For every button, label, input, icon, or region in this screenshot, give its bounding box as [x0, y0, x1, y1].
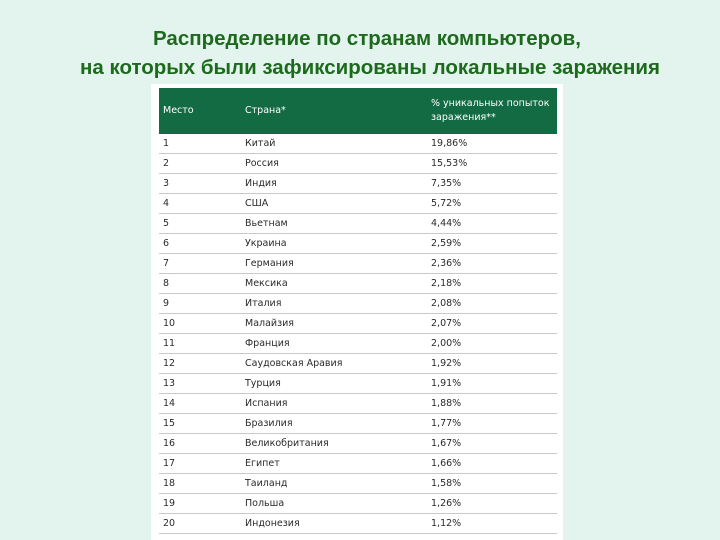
share-cell: 2,18% — [429, 274, 557, 294]
country-cell: Россия — [241, 154, 429, 174]
table-row — [159, 314, 557, 334]
table-row — [159, 214, 557, 234]
country-cell: Мексика — [241, 274, 429, 294]
rank-cell: 12 — [159, 354, 241, 374]
country-cell: Бразилия — [241, 414, 429, 434]
country-cell: Индия — [241, 174, 429, 194]
table-row — [159, 434, 557, 454]
share-cell: 2,00% — [429, 334, 557, 354]
country-cell: Малайзия — [241, 314, 429, 334]
country-cell: Египет — [241, 454, 429, 474]
slide-title-line-2: на которых были зафиксированы локальные заражения — [79, 56, 660, 79]
rank-cell: 19 — [159, 494, 241, 514]
country-cell: Италия — [241, 294, 429, 314]
country-cell: Германия — [241, 254, 429, 274]
column-header-share: % уникальных попыток заражения** — [429, 88, 557, 134]
table-row — [159, 474, 557, 494]
rank-cell: 14 — [159, 394, 241, 414]
country-cell: Франция — [241, 334, 429, 354]
share-cell: 1,92% — [429, 354, 557, 374]
table-row — [159, 194, 557, 214]
rank-cell: 16 — [159, 434, 241, 454]
rank-cell: 17 — [159, 454, 241, 474]
rank-cell: 9 — [159, 294, 241, 314]
rank-cell: 6 — [159, 234, 241, 254]
rank-cell: 11 — [159, 334, 241, 354]
share-cell: 4,44% — [429, 214, 557, 234]
rank-cell: 3 — [159, 174, 241, 194]
table-header-row — [159, 88, 557, 134]
share-cell: 1,66% — [429, 454, 557, 474]
table-row — [159, 454, 557, 474]
table-row — [159, 414, 557, 434]
rank-cell: 2 — [159, 154, 241, 174]
share-cell: 2,36% — [429, 254, 557, 274]
rank-cell: 8 — [159, 274, 241, 294]
share-cell: 1,77% — [429, 414, 557, 434]
country-cell: Индонезия — [241, 514, 429, 534]
table-body — [159, 134, 557, 534]
table-row — [159, 334, 557, 354]
rank-cell: 20 — [159, 514, 241, 534]
country-cell: Испания — [241, 394, 429, 414]
share-cell: 19,86% — [429, 134, 557, 154]
rank-cell: 1 — [159, 134, 241, 154]
country-cell: Саудовская Аравия — [241, 354, 429, 374]
table-row — [159, 374, 557, 394]
share-cell: 1,91% — [429, 374, 557, 394]
slide-title — [0, 24, 720, 82]
share-cell: 2,59% — [429, 234, 557, 254]
country-cell: Китай — [241, 134, 429, 154]
rank-cell: 4 — [159, 194, 241, 214]
rank-cell: 13 — [159, 374, 241, 394]
table-row — [159, 494, 557, 514]
country-cell: Таиланд — [241, 474, 429, 494]
table-row — [159, 254, 557, 274]
share-cell: 1,12% — [429, 514, 557, 534]
country-cell: Великобритания — [241, 434, 429, 454]
rank-cell: 18 — [159, 474, 241, 494]
share-cell: 15,53% — [429, 154, 557, 174]
country-cell: Турция — [241, 374, 429, 394]
share-cell: 1,58% — [429, 474, 557, 494]
column-header-rank: Место — [159, 88, 241, 134]
share-cell: 1,26% — [429, 494, 557, 514]
table-panel — [151, 84, 563, 540]
table-row — [159, 294, 557, 314]
country-cell: Польша — [241, 494, 429, 514]
rank-cell: 5 — [159, 214, 241, 234]
share-cell: 7,35% — [429, 174, 557, 194]
column-header-country: Страна* — [241, 88, 429, 134]
share-cell: 1,67% — [429, 434, 557, 454]
table-row — [159, 514, 557, 534]
country-ranking-table — [159, 88, 557, 534]
slide-title-line-1: Распределение по странам компьютеров, — [153, 27, 581, 50]
table-row — [159, 394, 557, 414]
country-cell: США — [241, 194, 429, 214]
table-row — [159, 234, 557, 254]
share-cell: 2,08% — [429, 294, 557, 314]
country-cell: Украина — [241, 234, 429, 254]
share-cell: 1,88% — [429, 394, 557, 414]
rank-cell: 15 — [159, 414, 241, 434]
table-row — [159, 134, 557, 154]
table-row — [159, 174, 557, 194]
rank-cell: 10 — [159, 314, 241, 334]
country-cell: Вьетнам — [241, 214, 429, 234]
table-row — [159, 154, 557, 174]
table-row — [159, 274, 557, 294]
rank-cell: 7 — [159, 254, 241, 274]
share-cell: 2,07% — [429, 314, 557, 334]
share-cell: 5,72% — [429, 194, 557, 214]
table-row — [159, 354, 557, 374]
